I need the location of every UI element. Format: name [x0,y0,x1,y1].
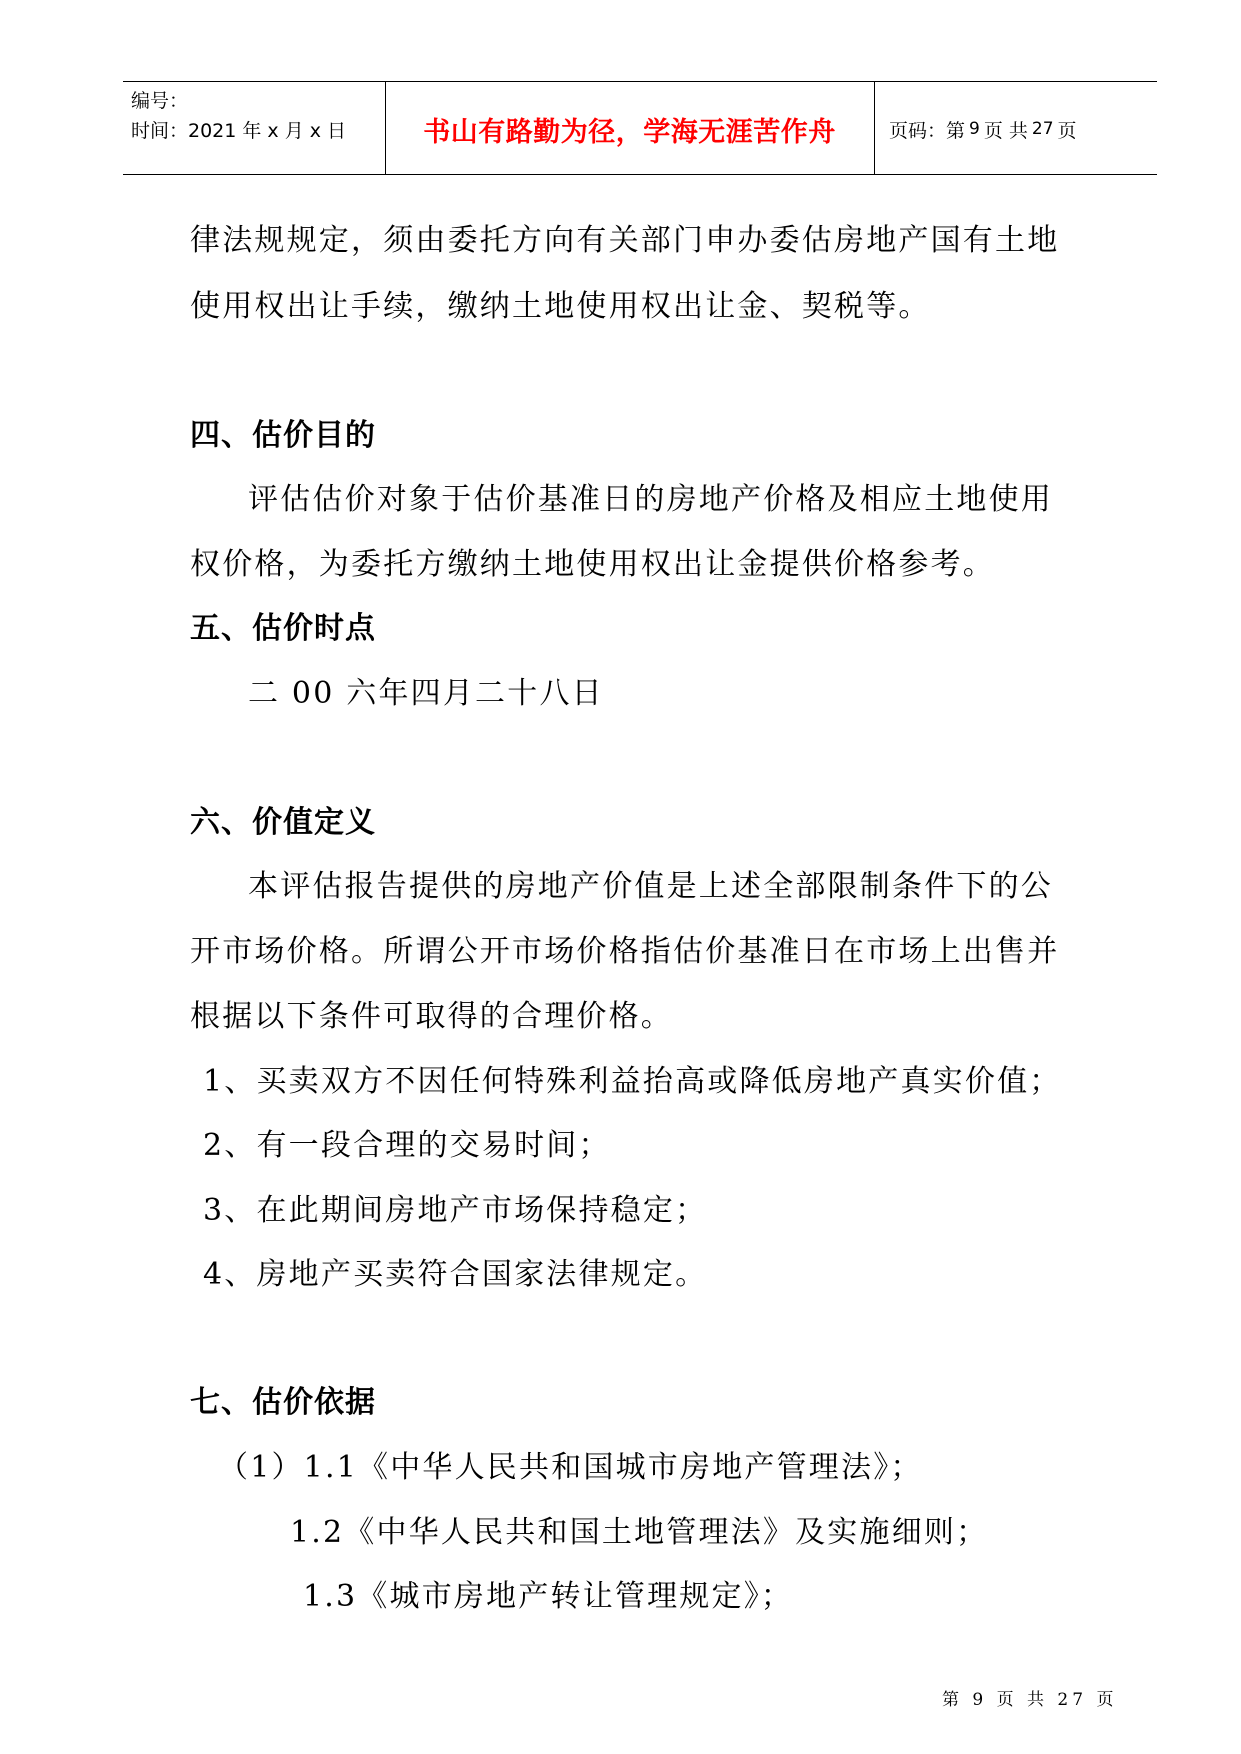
page-mid: 页 共 [983,119,1028,142]
header-motto: 书山有路勤为径，学海无涯苦作舟 [423,116,836,148]
page-header [123,81,1157,175]
paragraph-line: 评估估价对象于估价基准日的房地产价格及相应土地使用 [248,482,1053,517]
section-heading-basis: 七、估价依据 [190,1385,376,1420]
paragraph-line: 使用权出让手续，缴纳土地使用权出让金、契税等。 [190,289,931,324]
paragraph-line: 律法规规定，须由委托方向有关部门申办委估房地产国有土地 [190,223,1060,258]
paragraph-line: 根据以下条件可取得的合理价格。 [190,999,673,1034]
header-divider [874,82,875,174]
paragraph-line: 本评估报告提供的房地产价值是上述全部限制条件下的公 [248,869,1053,904]
page-label: 页码：第 [889,119,966,142]
reference-item: 1.3《城市房地产转让管理规定》； [303,1579,794,1614]
section-heading-value-definition: 六、价值定义 [190,805,376,840]
list-item: 1、买卖双方不因任何特殊利益抬高或降低房地产真实价值； [203,1064,1062,1099]
header-page-number [889,82,1077,176]
paragraph-line: 开市场价格。所谓公开市场价格指估价基准日在市场上出售并 [190,934,1060,969]
reference-item: 1.2《中华人民共和国土地管理法》及实施细则； [290,1515,989,1550]
doc-number-label: 编号： [131,90,189,112]
header-meta [131,86,346,146]
valuation-date: 二 00 六年四月二十八日 [248,676,604,711]
list-item: 4、房地产买卖符合国家法律规定。 [203,1257,708,1292]
page-footer: 第 9 页 共 27 页 [942,1690,1118,1710]
page-total: 27 [1031,119,1054,139]
doc-time-label: 时间：2021 年 x 月 x 日 [131,120,347,142]
list-item: 3、在此期间房地产市场保持稳定； [203,1193,708,1228]
reference-item: （1）1.1《中华人民共和国城市房地产管理法》； [218,1450,923,1485]
section-heading-purpose: 四、估价目的 [190,418,376,453]
page-end: 页 [1057,119,1077,142]
list-item: 2、有一段合理的交易时间； [203,1128,611,1163]
page-current: 9 [969,119,980,139]
paragraph-line: 权价格，为委托方缴纳土地使用权出让金提供价格参考。 [190,547,995,582]
section-heading-date: 五、估价时点 [190,611,376,646]
